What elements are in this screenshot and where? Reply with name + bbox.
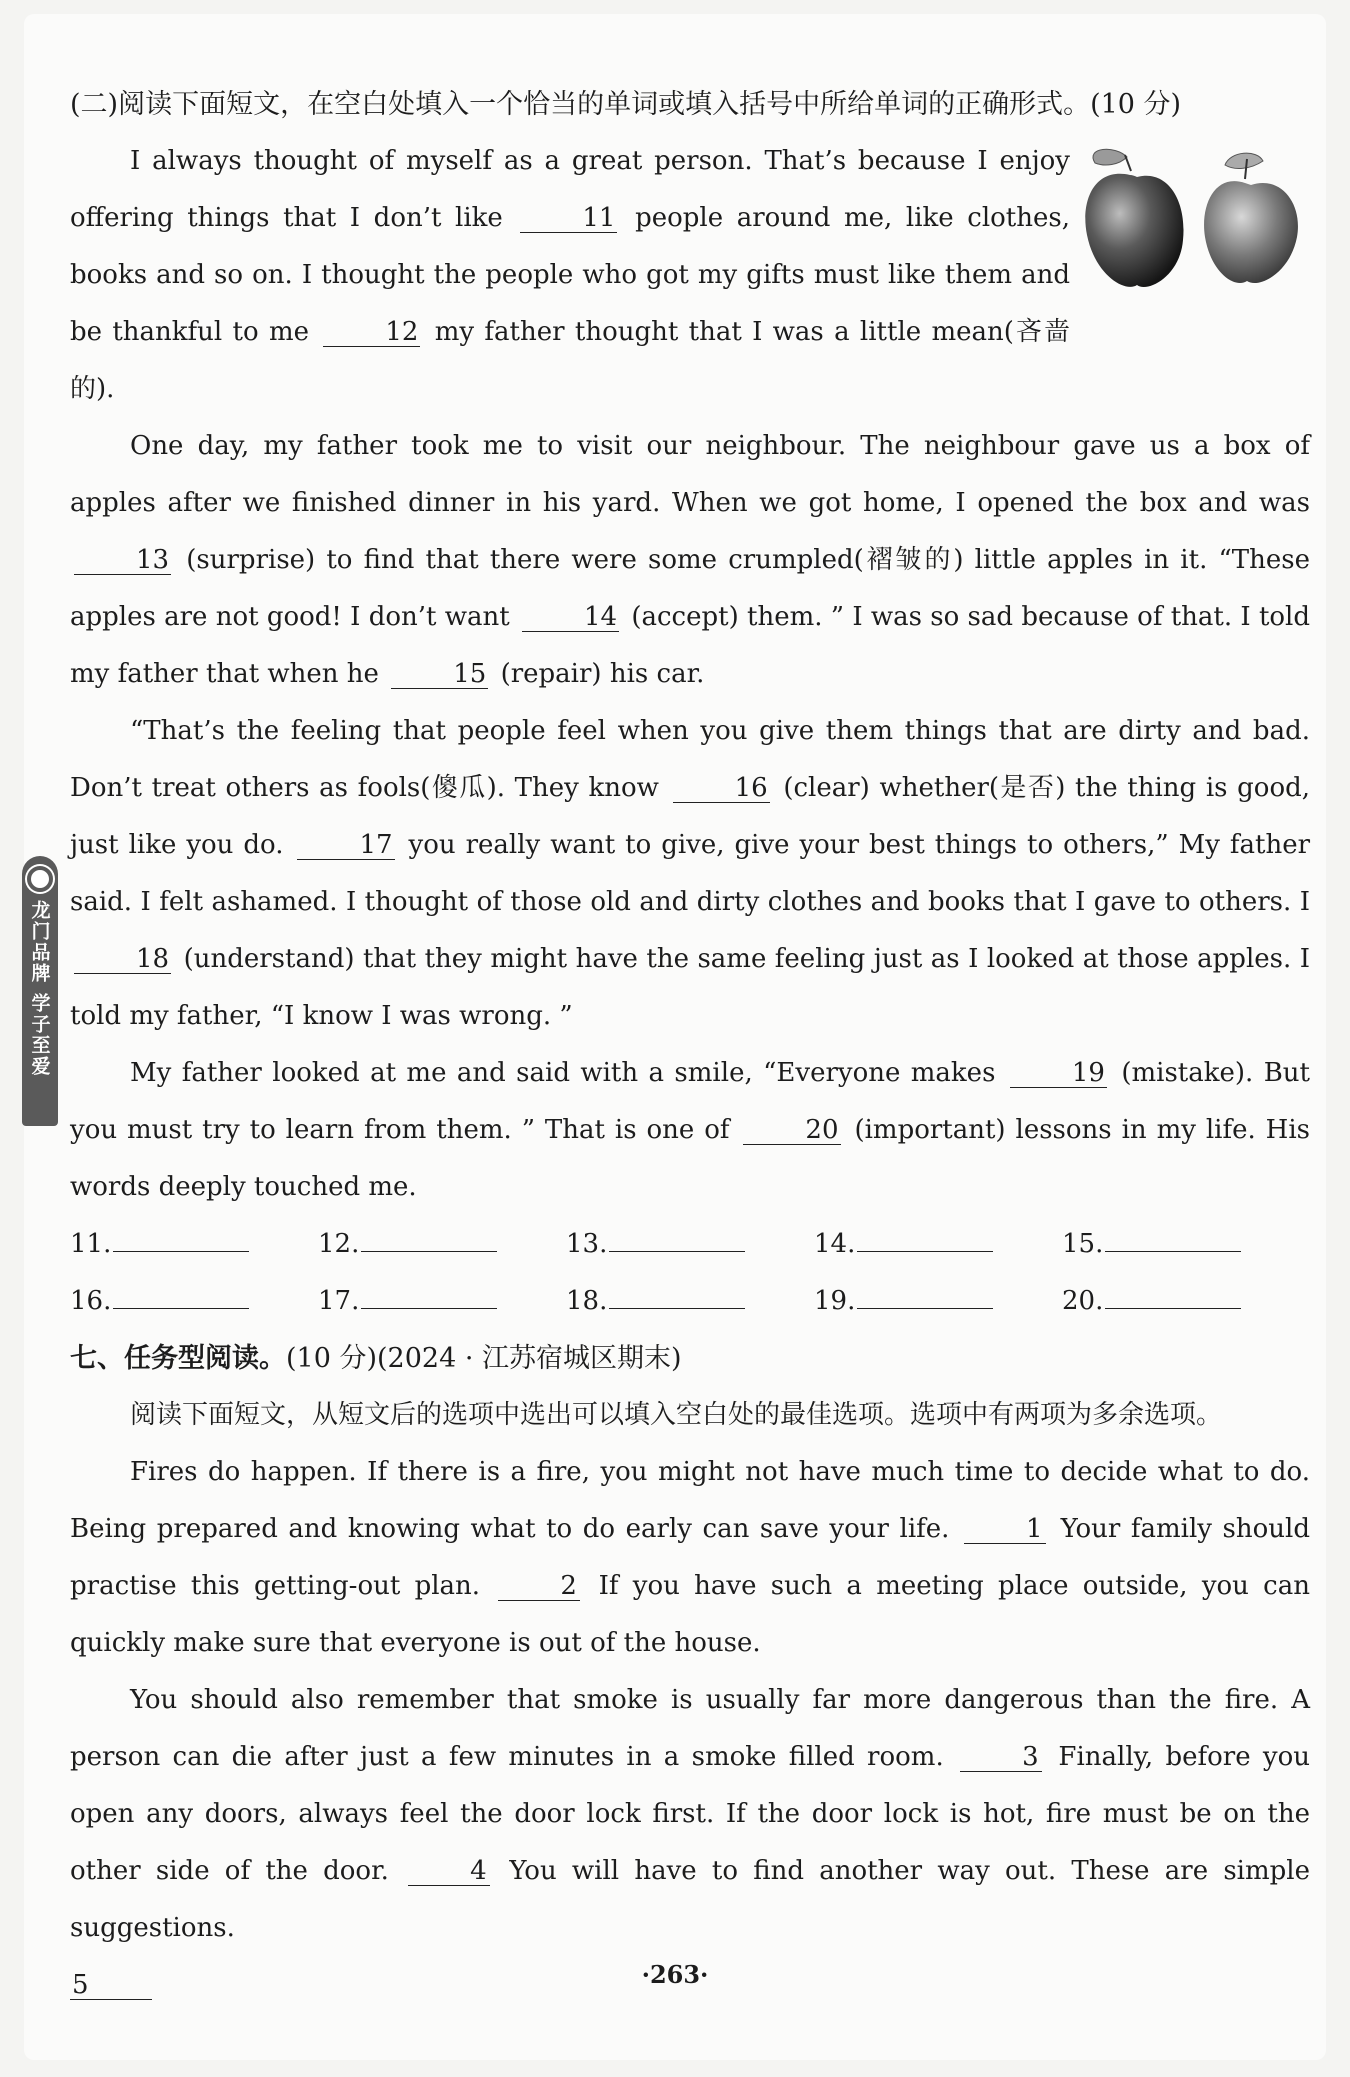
task-paragraph-1: Fires do happen. If there is a fire, you might not have much time to decide what to do. Being prepared and knowing what to do early can save your life. 1 Your family should practise this getting-out plan. 2 If you have such a meeting place outside, you can quickly make sure that everyone is out of the house. [70, 1457, 1310, 1658]
answer-slot[interactable]: 19. [814, 1273, 1062, 1330]
answer-slot[interactable]: 13. [566, 1216, 814, 1273]
blank-14[interactable]: 14 [522, 603, 619, 632]
section7-header: 七、任务型阅读。(10 分)(2024 · 江苏宿城区期末) [70, 1343, 682, 1374]
answer-slot[interactable]: 18. [566, 1273, 814, 1330]
blank-4[interactable]: 4 [408, 1857, 490, 1886]
blank-13[interactable]: 13 [74, 546, 171, 575]
answer-slot[interactable]: 14. [814, 1216, 1062, 1273]
blank-3[interactable]: 3 [960, 1743, 1042, 1772]
blank-17[interactable]: 17 [297, 831, 394, 860]
worksheet-content [70, 76, 1310, 2014]
blank-20[interactable]: 20 [743, 1116, 840, 1145]
blank-5[interactable]: 5 [70, 1971, 152, 2000]
answer-slot[interactable]: 20. [1062, 1273, 1310, 1330]
blank-16[interactable]: 16 [673, 774, 770, 803]
tab-dot-icon [27, 866, 53, 892]
passage-paragraph-2: One day, my father took me to visit our neighbour. The neighbour gave us a box of apples after we finished dinner in his yard. When we got home, I opened the box and was 13 (surprise) to find that there were some crumpled(褶皱的) little apples in it. “These apples are not good! I don’t want 14 (accept) them. ” I was so sad because of that. I told my father that when he 15 (repair) his car. [70, 431, 1311, 689]
passage-paragraph-4: My father looked at me and said with a smile, “Everyone makes 19 (mistake). But you must try to learn from them. ” That is one of 20 (important) lessons in my life. His words deeply touched me. [70, 1058, 1311, 1202]
page-number: ·263· [641, 1960, 709, 1989]
answer-slot[interactable]: 17. [318, 1273, 566, 1330]
answer-slot[interactable]: 16. [70, 1273, 318, 1330]
blank-12[interactable]: 12 [323, 318, 420, 347]
passage-paragraph-3: “That’s the feeling that people feel when you give them things that are dirty and bad. Don’t treat others as fools(傻瓜). They know 16 (clear) whether(是否) the thing is good, just like you do. 17 you really want to give, give your best things to others,” My father said. I felt ashamed. I thought of those old and dirty clothes and books that I gave to others. I 18 (understand) that they might have the same feeling just as I looked at those apples. I told my father, “I know I was wrong. ” [70, 716, 1311, 1031]
answer-slot[interactable]: 11. [70, 1216, 318, 1273]
section2-header: (二)阅读下面短文，在空白处填入一个恰当的单词或填入括号中所给单词的正确形式。(10 分) [70, 89, 1182, 120]
answer-grid [70, 1216, 1310, 1330]
blank-18[interactable]: 18 [74, 945, 171, 974]
blank-15[interactable]: 15 [391, 660, 488, 689]
answer-slot[interactable]: 12. [318, 1216, 566, 1273]
brand-text: 龙门品牌 学子至爱 [28, 900, 51, 1077]
passage-paragraph-1: I always thought of myself as a great person. That’s because I enjoy offering things that I don’t like 11 people around me, like clothes, books and so on. I thought the people who got my gifts must like them and be thankful to me 12 my father thought that I was a little mean(吝啬的). [70, 146, 1071, 404]
blank-1[interactable]: 1 [964, 1515, 1046, 1544]
blank-19[interactable]: 19 [1010, 1059, 1107, 1088]
section7-instruction: 阅读下面短文，从短文后的选项中选出可以填入空白处的最佳选项。选项中有两项为多余选项。 [130, 1400, 1223, 1430]
answer-slot[interactable]: 15. [1062, 1216, 1310, 1273]
task-paragraph-2: You should also remember that smoke is usually far more dangerous than the fire. A person can die after just a few minutes in a smoke filled room. 3 Finally, before you open any doors, always feel the door lock first. If the door lock is hot, fire must be on the other side of the door. 4 You will have to find another way out. These are simple suggestions. [70, 1685, 1311, 1943]
brand-side-tab [22, 856, 58, 1126]
blank-2[interactable]: 2 [498, 1572, 580, 1601]
blank-11[interactable]: 11 [520, 204, 617, 233]
